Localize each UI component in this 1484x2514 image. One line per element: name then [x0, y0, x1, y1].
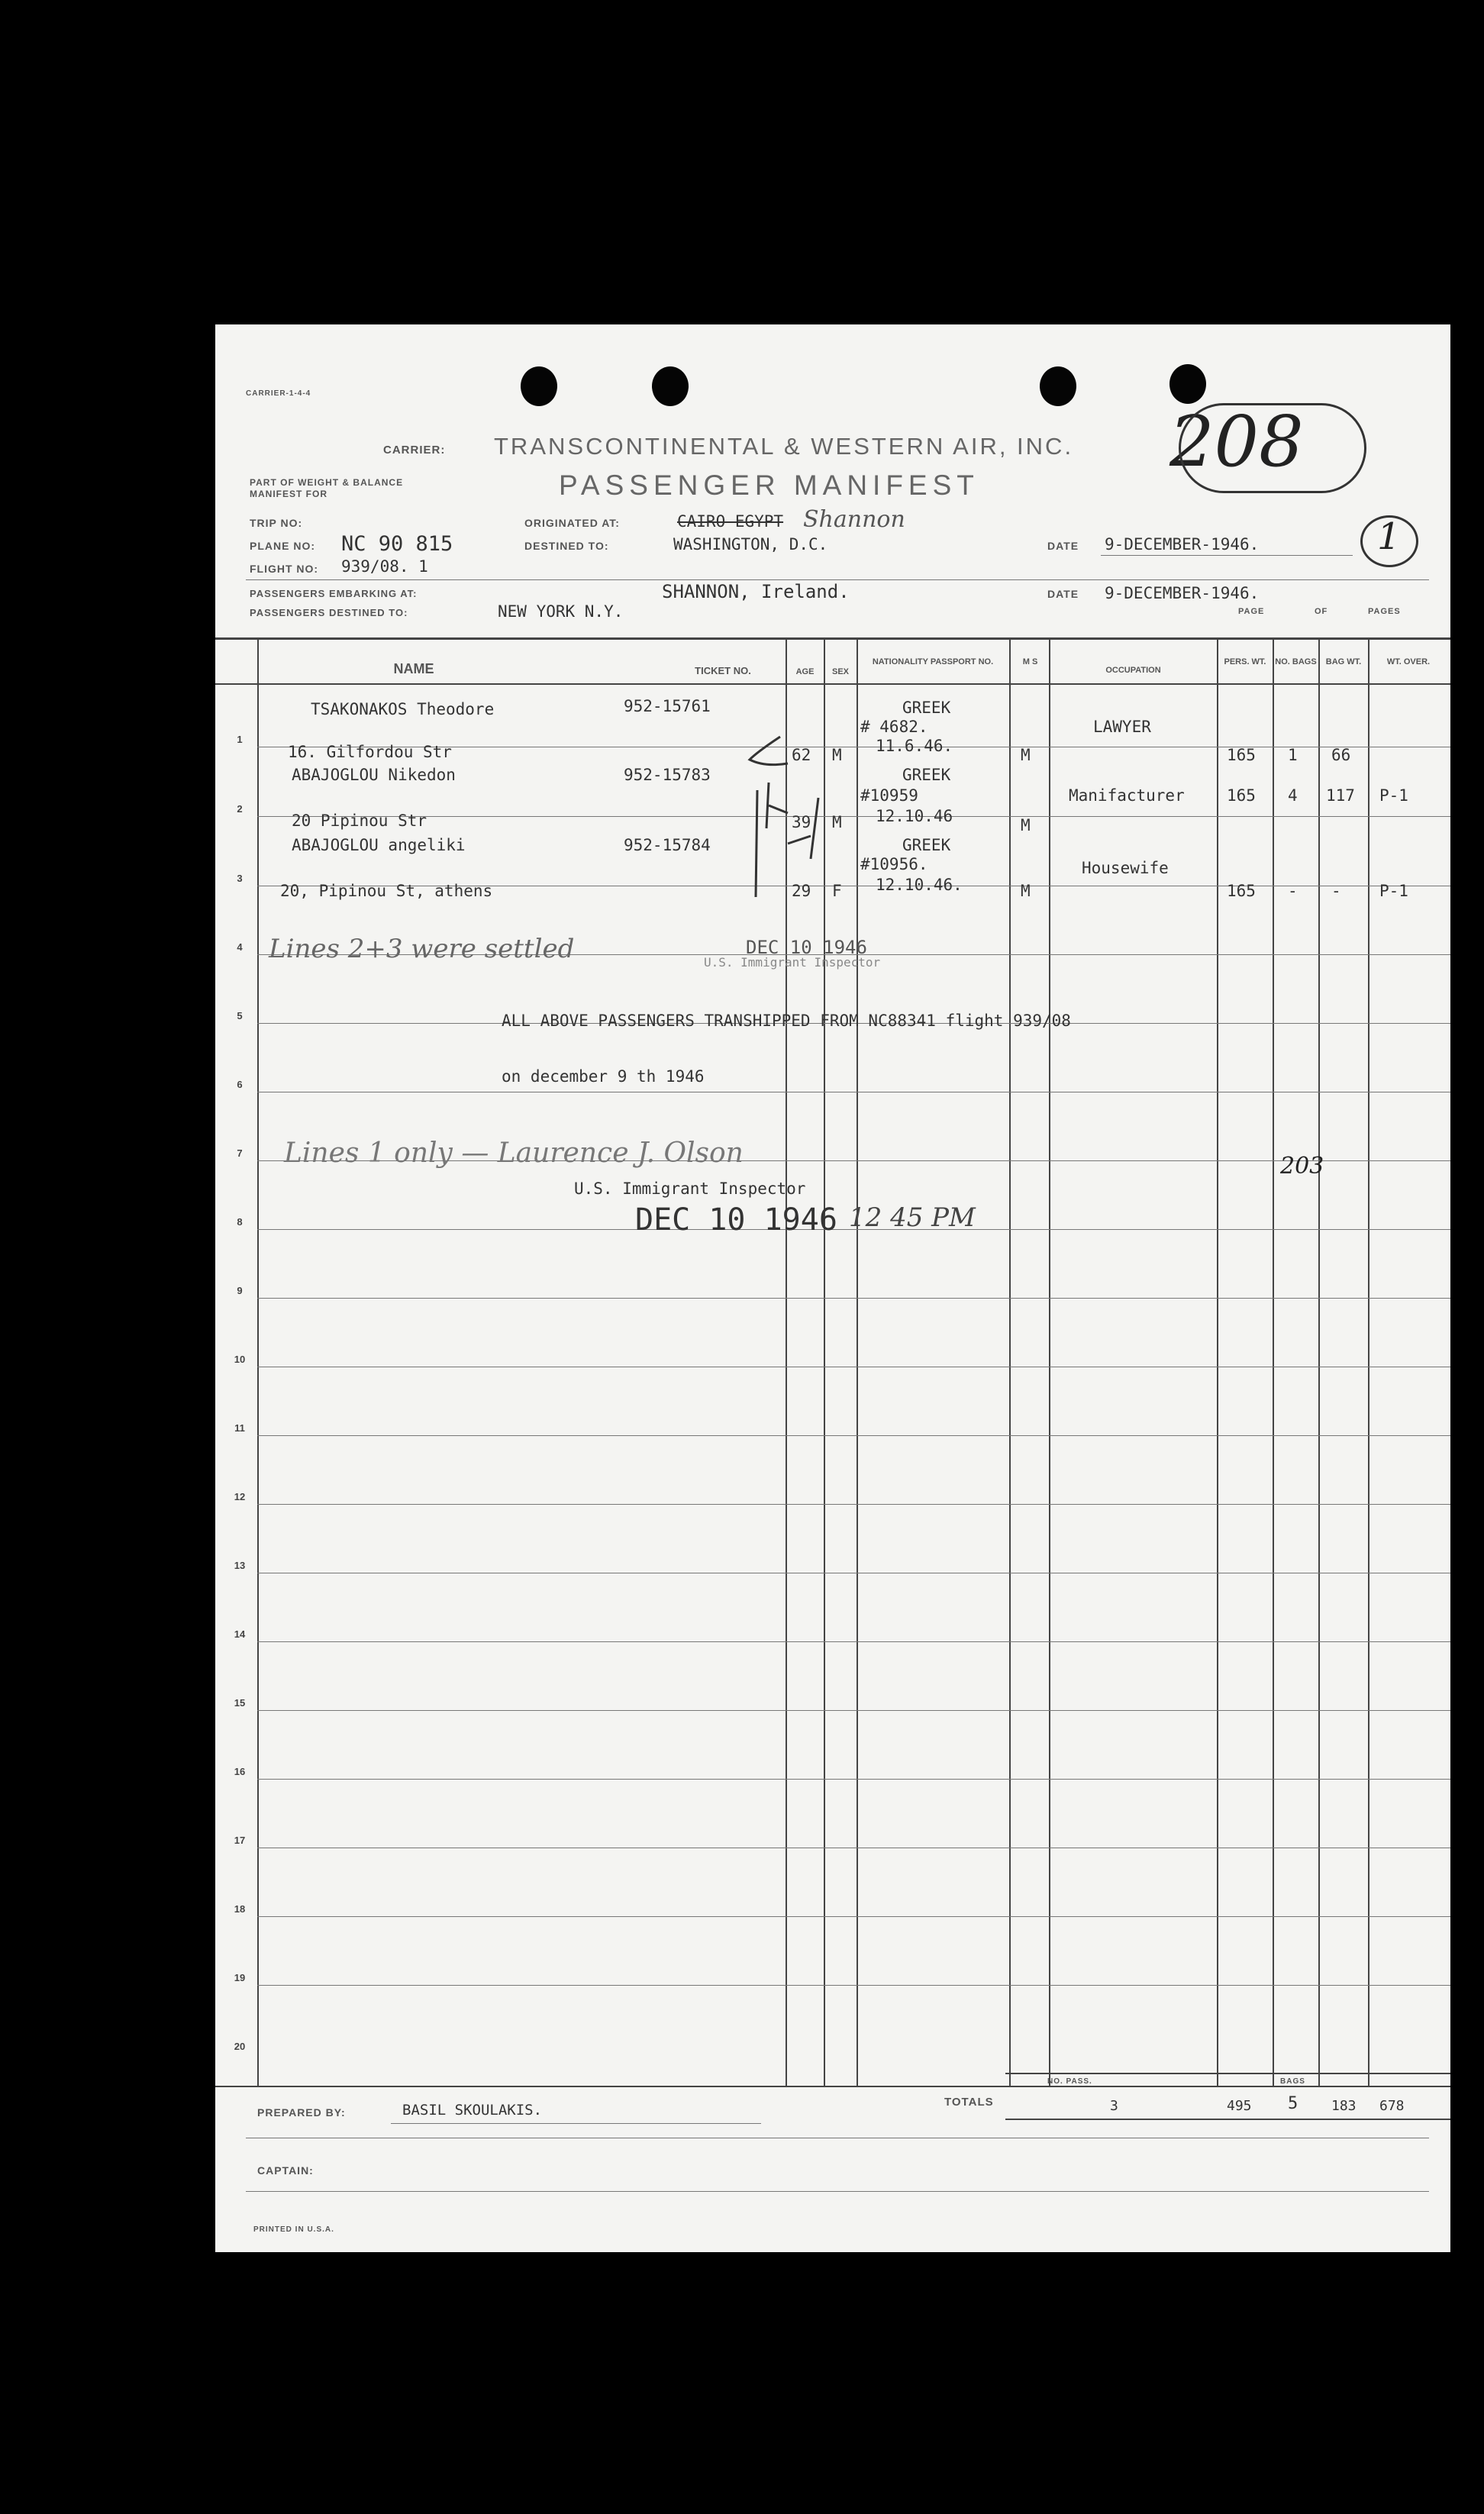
row-number: 20 [234, 2041, 246, 2052]
passenger-passport-date: 12.10.46 [876, 807, 953, 825]
row-number: 12 [234, 1491, 246, 1502]
passenger-occupation: LAWYER [1093, 718, 1151, 736]
originated-struck: CAIRO EGYPT [677, 512, 784, 531]
passenger-passport: #10956. [860, 855, 928, 873]
destined-passengers-label: PASSENGERS DESTINED TO: [250, 607, 408, 618]
row-number: 14 [234, 1628, 246, 1640]
destined-passengers-value: NEW YORK N.Y. [498, 602, 624, 621]
col-nationality: NATIONALITY PASSPORT NO. [872, 657, 994, 666]
date-stamp: DEC 10 1946 [746, 937, 867, 958]
passenger-wt-over: P-1 [1379, 786, 1408, 805]
passenger-pers-wt: 165 [1227, 746, 1256, 764]
passenger-ticket: 952-15761 [624, 697, 711, 715]
inspector-title: U.S. Immigrant Inspector [574, 1180, 806, 1198]
row-number: 17 [234, 1835, 246, 1846]
prepared-by: BASIL SKOULAKIS. [402, 2102, 543, 2119]
col-no-bags: NO. BAGS [1275, 657, 1317, 666]
passenger-nationality: GREEK [902, 766, 951, 784]
embark-date-value: 9-DECEMBER-1946. [1105, 584, 1260, 602]
circled-page-number: 1 [1377, 515, 1401, 558]
embark-date-label: DATE [1047, 588, 1079, 600]
row-number: 9 [237, 1285, 243, 1296]
handwritten-note: Lines 2+3 were settled [269, 934, 575, 964]
passenger-nationality: GREEK [902, 836, 951, 854]
bags-label: BAGS [1280, 2077, 1305, 2086]
row-number: 18 [234, 1903, 246, 1915]
col-age: AGE [795, 667, 815, 676]
page-label: PAGE [1238, 607, 1265, 616]
passenger-passport-date: 12.10.46. [876, 876, 963, 894]
form-code: CARRIER-1-4-4 [246, 389, 311, 398]
passenger-bag-wt: 66 [1331, 746, 1351, 764]
row-number: 13 [234, 1560, 246, 1571]
plane-label: PLANE NO: [250, 540, 315, 552]
plane-number: NC 90 815 [341, 532, 453, 556]
date-label: DATE [1047, 540, 1079, 552]
passenger-passport-date: 11.6.46. [876, 737, 953, 755]
form-title: PASSENGER MANIFEST [559, 470, 979, 501]
passenger-bags: 4 [1288, 786, 1298, 805]
pages-label: PAGES [1368, 607, 1401, 616]
captain-label: CAPTAIN: [257, 2164, 314, 2177]
date-stamp-2: DEC 10 1946 [635, 1202, 837, 1238]
col-wt-over: WT. OVER. [1386, 657, 1431, 666]
passenger-bag-wt: - [1331, 882, 1341, 900]
carrier-label: CARRIER: [383, 444, 446, 457]
col-name: NAME [393, 661, 434, 676]
destined-value: WASHINGTON, D.C. [673, 535, 828, 553]
passenger-address: 16. Gilfordou Str [288, 743, 452, 761]
printed-in: PRINTED IN U.S.A. [253, 2225, 334, 2234]
row-number: 3 [237, 873, 243, 884]
passenger-occupation: Housewife [1082, 859, 1169, 877]
date-value: 9-DECEMBER-1946. [1105, 535, 1260, 553]
total-bag-wt: 183 [1331, 2098, 1357, 2114]
inspector-signature: Lines 1 only — Laurence J. Olson [284, 1138, 744, 1169]
row-number: 19 [234, 1972, 246, 1983]
transhipped-note: ALL ABOVE PASSENGERS TRANSHIPPED FROM NC88341 flight 939/08 [502, 1012, 1071, 1030]
total-wt-over: 678 [1379, 2098, 1405, 2114]
row-number: 1 [237, 734, 243, 745]
passenger-bags: - [1288, 882, 1298, 900]
passenger-age: 29 [792, 882, 811, 900]
passenger-passport: #10959 [860, 786, 918, 805]
carrier-name: TRANSCONTINENTAL & WESTERN AIR, INC. [494, 433, 1074, 460]
passenger-name: TSAKONAKOS Theodore [311, 700, 495, 718]
bracket-marks [734, 706, 841, 905]
passenger-pers-wt: 165 [1227, 882, 1256, 900]
manifest-sheet [215, 324, 1450, 2252]
passenger-sex: F [832, 882, 842, 900]
row-number: 5 [237, 1010, 243, 1021]
row-number: 16 [234, 1766, 246, 1777]
transhipped-date: on december 9 th 1946 [502, 1067, 705, 1086]
col-ticket: TICKET NO. [695, 665, 751, 676]
passenger-age: 62 [792, 746, 811, 764]
col-sex: SEX [831, 667, 849, 676]
passenger-pers-wt: 165 [1227, 786, 1256, 805]
of-label: OF [1315, 607, 1328, 616]
passenger-sex: M [832, 746, 842, 764]
passenger-marital: M [1021, 882, 1031, 900]
passenger-name: ABAJOGLOU Nikedon [292, 766, 456, 784]
col-ms: M S [1022, 657, 1038, 666]
stamp-time: 12 45 PM [849, 1202, 976, 1233]
total-passengers: 3 [1110, 2098, 1118, 2114]
trip-label: TRIP NO: [250, 517, 303, 529]
row-number: 2 [237, 803, 243, 815]
row-number: 6 [237, 1079, 243, 1090]
col-pers-wt: PERS. WT. [1224, 657, 1266, 666]
passenger-marital: M [1021, 746, 1031, 764]
total-pers-wt: 495 [1227, 2098, 1252, 2114]
col-occupation: OCCUPATION [1105, 666, 1161, 675]
row-number: 11 [234, 1422, 245, 1434]
row-number: 7 [237, 1147, 243, 1159]
punch-hole [652, 366, 689, 406]
passenger-bags: 1 [1288, 746, 1298, 764]
totals-label: TOTALS [944, 2096, 994, 2109]
no-pass-label: NO. PASS. [1047, 2077, 1092, 2086]
row-number: 8 [237, 1216, 243, 1228]
side-number: 203 [1280, 1153, 1324, 1180]
passenger-name: ABAJOGLOU angeliki [292, 836, 466, 854]
part-of-label: PART OF WEIGHT & BALANCE MANIFEST FOR [250, 477, 404, 499]
passenger-bag-wt: 117 [1326, 786, 1355, 805]
passenger-nationality: GREEK [902, 699, 951, 717]
destined-label: DESTINED TO: [524, 540, 609, 552]
embarking-label: PASSENGERS EMBARKING AT: [250, 588, 418, 599]
originated-handwritten: Shannon [803, 506, 905, 533]
stamp-caption: U.S. Immigrant Inspector [704, 955, 881, 970]
col-bag-wt: BAG WT. [1325, 657, 1362, 666]
row-number: 10 [234, 1354, 246, 1365]
passenger-passport: # 4682. [860, 718, 928, 736]
handwritten-number: 208 [1169, 401, 1304, 482]
passenger-age: 39 [792, 813, 811, 831]
embarking-value: SHANNON, Ireland. [662, 581, 850, 602]
originated-label: ORIGINATED AT: [524, 517, 620, 529]
passenger-wt-over: P-1 [1379, 882, 1408, 900]
total-bags: 5 [1288, 2094, 1298, 2113]
passenger-address: 20, Pipinou St, athens [280, 882, 493, 900]
flight-number: 939/08. 1 [341, 557, 428, 576]
passenger-address: 20 Pipinou Str [292, 812, 427, 830]
row-number: 4 [237, 941, 243, 953]
punch-hole [1169, 364, 1206, 404]
number-circle [1179, 403, 1366, 493]
passenger-occupation: Manifacturer [1069, 786, 1185, 805]
punch-hole [1040, 366, 1076, 406]
passenger-marital: M [1021, 816, 1031, 834]
row-number: 15 [234, 1697, 246, 1709]
passenger-ticket: 952-15784 [624, 836, 711, 854]
passenger-sex: M [832, 813, 842, 831]
prepared-by-label: PREPARED BY: [257, 2106, 346, 2119]
flight-label: FLIGHT NO: [250, 563, 319, 575]
passenger-ticket: 952-15783 [624, 766, 711, 784]
punch-hole [521, 366, 557, 406]
